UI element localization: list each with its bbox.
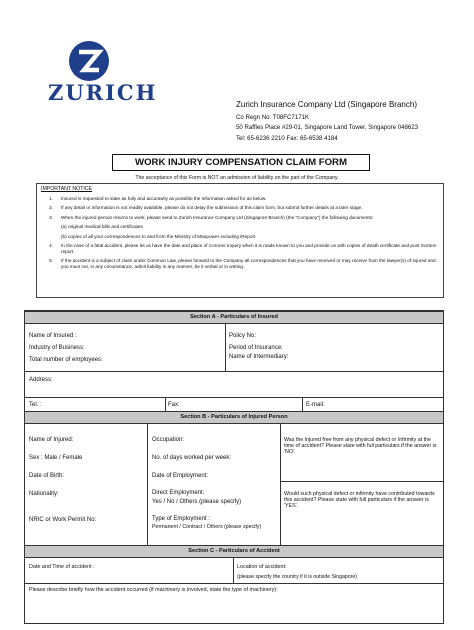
fax-field[interactable]: Fax: — [168, 402, 180, 408]
type-employment-label: Type of Employment : — [152, 516, 211, 522]
company-phone: Tel: 65-6236 2210 Fax: 65-6538 4184 — [236, 134, 338, 142]
important-notice — [36, 183, 444, 298]
period-field[interactable]: Period of Insurance: — [229, 345, 283, 351]
company-name: Zurich Insurance Company Ltd (Singapore Branch) — [236, 100, 417, 109]
section-a-header: Section A - Particulars of Insured — [25, 311, 443, 324]
accident-location-field[interactable]: Location of accident: — [237, 564, 287, 570]
email-field[interactable]: E-mail: — [306, 402, 325, 408]
notice-list — [41, 196, 437, 274]
days-worked-field[interactable]: No. of days worked per week: — [152, 455, 232, 461]
section-c-header: Section C - Particulars of Accident — [25, 545, 443, 558]
acceptance-note: The acceptance of this Form is NOT an admission of liability on the part of the Company. — [135, 175, 339, 181]
notice-item: (a) original medical bills and certificates — [61, 224, 143, 230]
notice-item: 2. If any detail or information is not readily available, please do not delay the submission of this claim form, but submit further details at a later stage. — [49, 205, 363, 211]
direct-employment-options[interactable]: Yes / No / Others (please specify) — [152, 499, 242, 505]
company-info — [236, 100, 418, 144]
accident-description-field[interactable]: Please describe briefly how the accident occurred (if machinery is involved, state the type of machinery): — [29, 587, 278, 593]
form-title: WORK INJURY COMPENSATION CLAIM FORM — [112, 154, 370, 171]
location-note: (please specify the country if it is outside Singapore) — [237, 574, 357, 580]
accident-datetime-field[interactable]: Date and Time of accident : — [29, 564, 95, 570]
intermediary-field[interactable]: Name of Intermediary: — [229, 354, 289, 360]
physical-defect-question[interactable]: Was the Injured free from any physical defect or Infirmity at the time of accident? Please state with full particulars if the answer is 'NO'. — [284, 437, 437, 456]
section-b-header: Section B - Particulars of Injured Person — [25, 411, 443, 424]
injured-name-field[interactable]: Name of Injured: — [29, 437, 74, 443]
nationality-field[interactable]: Nationality: — [29, 491, 59, 497]
notice-item: 1. Insured is requested to state as fully and accurately as possible the information asked for as below. — [49, 196, 267, 201]
brand-wordmark: ZURICH — [48, 80, 158, 105]
company-address: 50 Raffles Place #29-01, Singapore Land Tower, Singapore 048623 — [236, 124, 419, 132]
policy-no-field[interactable]: Policy No: — [229, 333, 257, 339]
notice-item: 3. When the injured person returns to work, please send to Zurich Insurance Company Ltd (Singapore Branch) (the "Company") the following documents: — [49, 214, 374, 220]
insured-name-field[interactable]: Name of Insured : — [29, 333, 77, 339]
occupation-field[interactable]: Occupation: — [152, 437, 185, 443]
nric-field[interactable]: NRIC or Work Permit No: — [29, 517, 97, 523]
dob-field[interactable]: Date of Birth: — [29, 473, 65, 479]
claim-form-table — [24, 310, 444, 624]
address-field[interactable]: Address: — [29, 377, 53, 383]
employment-date-field[interactable]: Date of Employment: — [152, 473, 209, 479]
employees-field[interactable]: Total number of employees: — [29, 357, 103, 363]
notice-item: 4. In the case of a fatal accident, please let us have the date and place of Coroner Inquiry when it is made known to you and provide us with copies of death certificate and post mortem report. — [49, 242, 437, 254]
tel-field[interactable]: Tel. : — [29, 402, 42, 408]
notice-heading: IMPORTANT NOTICE — [41, 186, 93, 192]
company-regn: Co Regn No: T08FC7171K — [236, 114, 310, 122]
sex-field[interactable]: Sex : Male / Female — [29, 455, 83, 461]
industry-field[interactable]: Industry of Business: — [29, 345, 85, 351]
zurich-logo-icon — [68, 40, 110, 82]
defect-contributed-question[interactable]: Would such physical defect or infirmity have contributed towards this accident? Please state with full particulars if the answer is 'YES'. — [284, 491, 435, 510]
direct-employment-label: Direct Employment: — [152, 490, 205, 496]
type-employment-options[interactable]: Permanent / Contract / Others (please specify) — [152, 524, 262, 530]
notice-item: (b) copies of all your correspondences to and from the Ministry of Manpower including iReport — [61, 233, 256, 239]
notice-item: 5. If the accident is a subject of claim under Common Law, please forward to the Company all correspondences that you have received or may receive from the lawyer(s) of injured and you must not, in any circumstance, admit liability in any manner, be it verbal or in writing. — [49, 258, 436, 270]
